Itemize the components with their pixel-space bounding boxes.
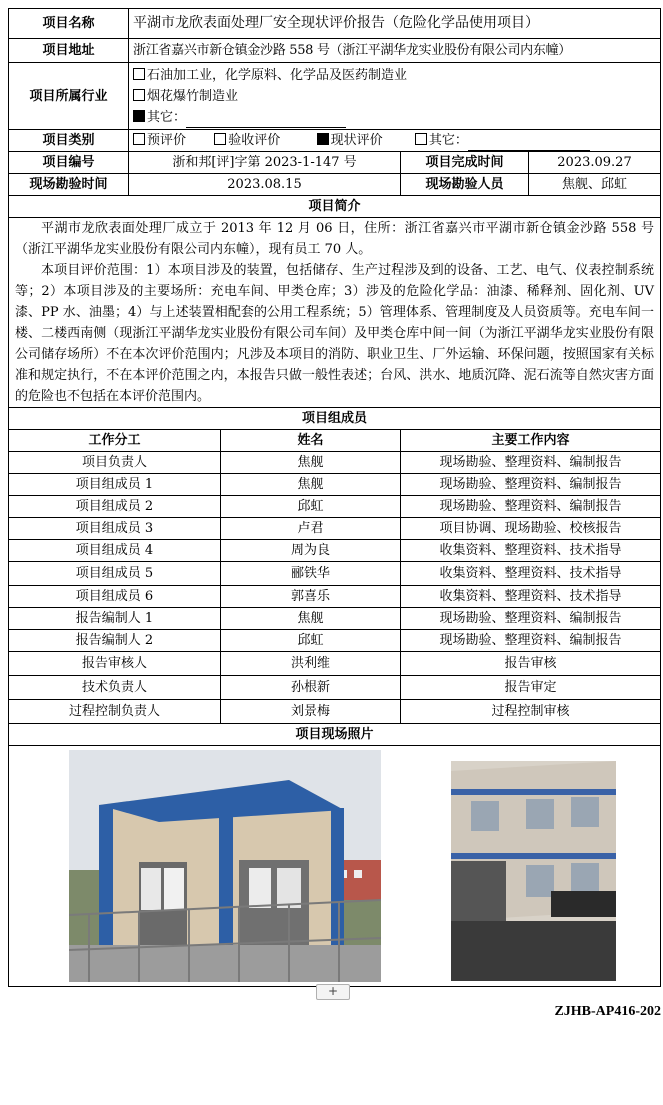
team-role-cell: 项目负责人: [9, 452, 221, 474]
survey-time-value: 2023.08.15: [129, 174, 401, 196]
team-duty-cell: 现场勘验、整理资料、编制报告: [401, 474, 661, 496]
team-role-cell: 项目组成员 2: [9, 496, 221, 518]
team-role-cell: 报告编制人 1: [9, 608, 221, 630]
team-role-cell: 项目组成员 5: [9, 562, 221, 586]
team-duty-cell: 收集资料、整理资料、技术指导: [401, 586, 661, 608]
team-name-cell: 焦舰: [221, 474, 401, 496]
team-role-cell: 技术负责人: [9, 676, 221, 700]
industry-option-3[interactable]: 其它：: [133, 107, 656, 128]
intro-section-title: 项目简介: [9, 196, 661, 218]
table-row: [9, 630, 661, 652]
team-name-cell: 郭喜乐: [221, 586, 401, 608]
table-row: [9, 608, 661, 630]
table-row: [9, 540, 661, 562]
project-industry-label: 项目所属行业: [9, 63, 129, 130]
team-header-name: 姓名: [221, 430, 401, 452]
site-photo-2: [451, 761, 616, 981]
project-type-label: 项目类别: [9, 130, 129, 152]
team-name-cell: 周为良: [221, 540, 401, 562]
project-type-options: [129, 130, 661, 152]
team-role-cell: 项目组成员 6: [9, 586, 221, 608]
project-name-label: 项目名称: [9, 9, 129, 39]
team-name-cell: 卢君: [221, 518, 401, 540]
team-duty-cell: 过程控制审核: [401, 700, 661, 724]
project-address-value: 浙江省嘉兴市新仓镇金沙路 558 号（浙江平湖华龙实业股份有限公司内东幢）: [129, 39, 661, 63]
report-form: [8, 8, 660, 987]
survey-staff-label: 现场勘验人员: [401, 174, 529, 196]
team-section-title: 项目组成员: [9, 408, 661, 430]
type-option-1[interactable]: 预评价: [133, 133, 186, 148]
team-name-cell: 焦舰: [221, 608, 401, 630]
add-page-button[interactable]: +: [316, 984, 350, 1000]
survey-staff-value: 焦舰、邱虹: [529, 174, 661, 196]
type-option-2[interactable]: 验收评价: [214, 133, 280, 148]
checkbox-empty-icon: [133, 68, 145, 80]
table-row: [9, 562, 661, 586]
photos-section-title: 项目现场照片: [9, 724, 661, 746]
team-name-cell: 洪利维: [221, 652, 401, 676]
team-header-duty: 主要工作内容: [401, 430, 661, 452]
team-name-cell: 焦舰: [221, 452, 401, 474]
team-name-cell: 郦铁华: [221, 562, 401, 586]
project-name-value: 平湖市龙欣表面处理厂安全现状评价报告（危险化学品使用项目）: [129, 9, 661, 39]
team-duty-cell: 收集资料、整理资料、技术指导: [401, 540, 661, 562]
team-name-cell: 邱虹: [221, 496, 401, 518]
type-option-3[interactable]: 现状评价: [317, 133, 383, 148]
team-duty-cell: 现场勘验、整理资料、编制报告: [401, 608, 661, 630]
survey-time-label: 现场勘验时间: [9, 174, 129, 196]
table-row: [9, 496, 661, 518]
team-role-cell: 项目组成员 3: [9, 518, 221, 540]
team-duty-cell: 现场勘验、整理资料、编制报告: [401, 452, 661, 474]
intro-text: [9, 218, 661, 408]
team-rows: [9, 452, 661, 724]
team-role-cell: 报告编制人 2: [9, 630, 221, 652]
team-duty-cell: 项目协调、现场勘验、校核报告: [401, 518, 661, 540]
project-address-label: 项目地址: [9, 39, 129, 63]
document-code: ZJHB-AP416-202: [554, 1004, 661, 1019]
checkbox-empty-icon: [133, 133, 145, 145]
checkbox-empty-icon: [415, 133, 427, 145]
project-complete-value: 2023.09.27: [529, 152, 661, 174]
checkbox-empty-icon: [214, 133, 226, 145]
team-duty-cell: 现场勘验、整理资料、编制报告: [401, 630, 661, 652]
team-role-cell: 项目组成员 1: [9, 474, 221, 496]
table-row: [9, 676, 661, 700]
industry-option-1[interactable]: 石油加工业，化学原料、化学品及医药制造业: [133, 65, 656, 86]
team-duty-cell: 现场勘验、整理资料、编制报告: [401, 496, 661, 518]
intro-paragraph-1: 平湖市龙欣表面处理厂成立于 2013 年 12 月 06 日，住所：浙江省嘉兴市平湖市新仓镇金沙路 558 号（浙江平湖华龙实业股份有限公司内东幢），现有员工 70 人。: [15, 221, 654, 257]
project-number-label: 项目编号: [9, 152, 129, 174]
team-name-cell: 邱虹: [221, 630, 401, 652]
project-number-value: 浙和邦[评]字第 2023-1-147 号: [129, 152, 401, 174]
project-info-table: [8, 8, 661, 987]
team-duty-cell: 报告审核: [401, 652, 661, 676]
project-industry-options: [129, 63, 661, 130]
intro-paragraph-2: 本项目评价范围：1）本项目涉及的装置，包括储存、生产过程涉及到的设备、工艺、电气、仪表控制系统等；2）本项目涉及的主要场所：充电车间、甲类仓库；3）涉及的危险化学品：油漆、稀释剂、固化剂、UV 漆、PP 水、油墨；4）与上述装置相配套的公用工程系统；5）管理体系、管理制度及人员资质等。充电车间一楼、二楼西南侧（现浙江平湖华龙实业股份有限公司车间）及甲类仓库中间一间（为浙江平湖华龙实业股份有限公司储存场所）不在本次评价范围内；凡涉及本项目的消防、职业卫生、厂外运输、环保问题，按照国家有关标准和规定执行，不在本评价范围之内，本报告只做一般性表述；台风、洪水、地质沉降、泥石流等自然灾害方面的危险也不包括在本评价范围内。: [15, 263, 654, 404]
site-photo-1: [69, 750, 381, 982]
table-row: [9, 474, 661, 496]
type-other-blank: [468, 136, 590, 151]
team-duty-cell: 收集资料、整理资料、技术指导: [401, 562, 661, 586]
team-role-cell: 报告审核人: [9, 652, 221, 676]
checkbox-filled-icon: [317, 133, 329, 145]
team-role-cell: 过程控制负责人: [9, 700, 221, 724]
team-name-cell: 孙根新: [221, 676, 401, 700]
team-header-role: 工作分工: [9, 430, 221, 452]
industry-other-blank: [186, 113, 346, 128]
table-row: [9, 452, 661, 474]
checkbox-filled-icon: [133, 110, 145, 122]
team-name-cell: 刘景梅: [221, 700, 401, 724]
photos-cell: [9, 746, 661, 987]
table-row: [9, 700, 661, 724]
table-row: [9, 586, 661, 608]
project-complete-label: 项目完成时间: [401, 152, 529, 174]
checkbox-empty-icon: [133, 89, 145, 101]
industry-option-2[interactable]: 烟花爆竹制造业: [133, 86, 656, 107]
table-row: [9, 652, 661, 676]
table-row: [9, 518, 661, 540]
team-duty-cell: 报告审定: [401, 676, 661, 700]
team-role-cell: 项目组成员 4: [9, 540, 221, 562]
type-option-4[interactable]: 其它：: [415, 133, 590, 148]
